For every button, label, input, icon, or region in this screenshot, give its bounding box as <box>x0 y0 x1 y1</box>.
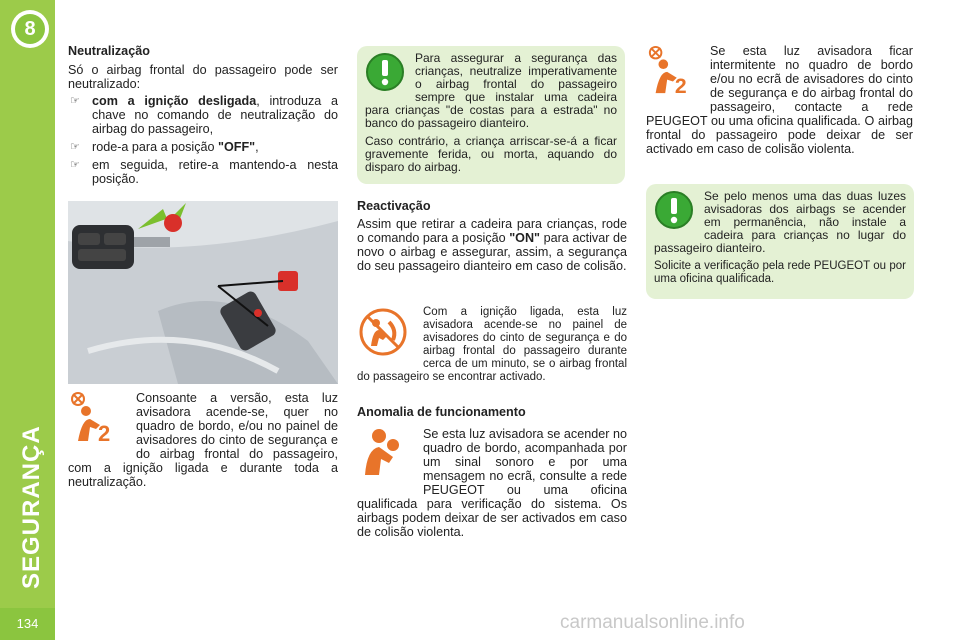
note-paragraph: Para assegurar a segurança das crianças, neutralize imperativamente o airbag frontal do passageiro sempre que instalar uma cadeira para crianças "de costas para a estrada" no banco do passageiro dianteiro. <box>365 51 617 130</box>
airbag-off-icon <box>68 391 130 453</box>
list-item: ☞ rode-a para a posição "OFF", <box>70 140 259 154</box>
neutralization-steps <box>68 94 338 186</box>
list-item: ☞ com a ignição desligada, introduza a chave no comando de neutralização do airbag do passageiro, <box>70 94 339 136</box>
airbag-on-icon <box>357 306 419 366</box>
list-item: ☞ em seguida, retire-a mantendo-a nesta posição. <box>70 158 338 186</box>
neutralization-section <box>68 44 338 190</box>
airbag-switch-photo <box>68 201 338 384</box>
alert-icon <box>365 52 411 96</box>
permanent-light-note <box>646 184 914 299</box>
malfunction-heading: Anomalia de funcionamento <box>357 405 526 419</box>
chapter-badge <box>11 10 49 48</box>
child-seat-note <box>357 46 625 184</box>
hand-pointer-icon: ☞ <box>70 141 80 153</box>
neutralization-heading: Neutralização <box>68 44 150 58</box>
chapter-number: 8 <box>15 14 45 44</box>
neutralization-intro: Só o airbag frontal do passageiro pode ser neutralizado: <box>68 63 338 91</box>
section-title: SEGURANÇA <box>18 425 45 589</box>
hand-pointer-icon: ☞ <box>70 159 80 171</box>
malfunction-body <box>357 427 627 539</box>
airbag-on-text: Com a ignição ligada, esta luz avisadora acende-se no painel de avisadores do cinto de segurança e do airbag frontal do passageiro durante cerca de um minuto, se o airbag frontal do passageiro se encontrar activado. <box>357 306 627 383</box>
airbag-on-info <box>357 306 627 384</box>
flash-text: Se esta luz avisadora ficar intermitente no quadro de bordo e/ou no ecrã de avisadores do cinto de segurança e do airbag frontal do passageiro, contacte a rede PEUGEOT ou uma oficina qualificada. O airbag frontal do passageiro pode deixar de ser activado em caso de colisão violenta. <box>646 44 913 156</box>
hand-pointer-icon: ☞ <box>70 95 80 107</box>
watermark: carmanualsonline.info <box>560 612 745 633</box>
page-number: 134 <box>0 608 55 640</box>
svg-text:2: 2 <box>674 75 687 96</box>
reactivation-text: Assim que retirar a cadeira para crianças, rode o comando para a posição "ON" para activar de novo o airbag e assegurar, assim, a segurança do seu passageiro dianteiro em caso de colisão. <box>357 217 627 273</box>
airbag-fault-icon <box>357 427 417 489</box>
note-paragraph: Solicite a verificação pela rede PEUGEOT ou por uma oficina qualificada. <box>654 260 906 285</box>
svg-text:2: 2 <box>98 421 111 443</box>
reactivation-section <box>357 199 627 273</box>
warning-text: Consoante a versão, esta luz avisadora acende-se, quer no quadro de bordo, e/ou no painel de avisadores do cinto de segurança e do airbag frontal do passageiro, com a ignição ligada e durante toda a neutralização. <box>68 391 338 489</box>
note-paragraph: Se pelo menos uma das duas luzes avisadoras dos airbags se acender em permanência, não instale a cadeira para crianças no lugar do passageiro dianteiro. <box>654 189 906 255</box>
malfunction-section <box>357 405 627 539</box>
flash-warning <box>646 44 913 156</box>
alert-icon <box>654 190 700 234</box>
reactivation-heading: Reactivação <box>357 199 431 213</box>
airbag-off-icon <box>646 44 704 106</box>
malfunction-text: Se esta luz avisadora se acender no quadro de bordo, acompanhada por um sinal sonoro e por uma mensagem no ecrã, consulte a rede PEUGEOT ou uma oficina qualificada para verificação do sistema. Os airbags podem deixar de ser activados em caso de colisão violenta. <box>357 427 627 539</box>
note-paragraph: Caso contrário, a criança arriscar-se-á a ficar gravemente ferida, ou morta, aquando do disparo do airbag. <box>365 134 617 174</box>
neutralization-warning <box>68 391 338 489</box>
sidebar <box>0 0 55 640</box>
